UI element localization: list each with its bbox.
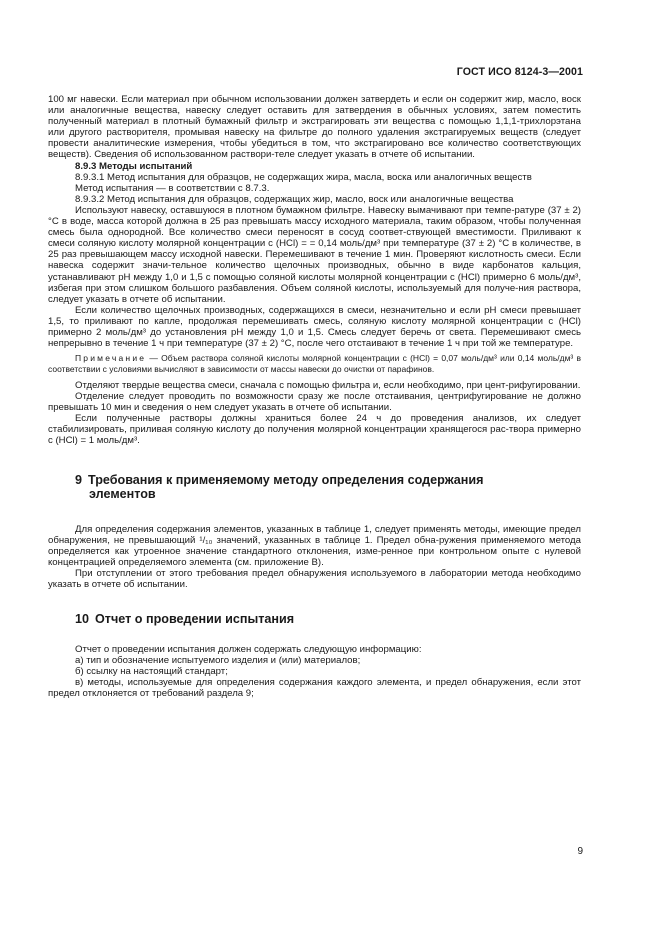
section-title-line1: Требования к применяемому методу определения содержания	[88, 472, 484, 487]
note	[48, 353, 581, 374]
paragraph: Отчет о проведении испытания должен содержать следующую информацию:	[75, 643, 422, 655]
list-item: б) ссылку на настоящий стандарт;	[75, 665, 228, 677]
note-text: — Объем раствора соляной кислоты молярной концентрации c (HCl) = 0,07 моль/дм³ или 0,14 моль/дм³ в соответствии с условиями вычисляют в зависимости от массы навески до очистки от парафинов.	[48, 353, 581, 374]
list-item: в) методы, используемые для определения содержания каждого элемента, и предел обнаружения, если этот предел отклоняется от требований раздела 9;	[48, 676, 581, 699]
paragraph: Для определения содержания элементов, указанных в таблице 1, следует применять методы, имеющие предел обнаружения, не превышающий ¹/₁₀ значений, указанных в таблице 1. Предел обна-ружения применяемого метода определяется как утроенное значение стандартного отклонения, изме-ренное при контрольном опыте с нулевой концентрацией определяемого элемента (см. приложение В).	[48, 523, 581, 568]
paragraph: 100 мг навески. Если материал при обычном использовании должен затвердеть и если он содержит жир, масло, воск или аналогичные вещества, навеску следует оставить для затвердения в обычных условиях, затем поместить полученный материал в плотный бумажный фильтр и экстрагировать эти вещества с помощью 1,1,1-трихлорэтана или другого растворителя, промывая навеску на фильтре до полного удаления экстрагируемых веществ (следует провести аналитические измерения, чтобы убедиться в том, что экстрагировано все количество соответствующих веществ). Сведения об использованном раствори-теле следует указать в отчете об испытании.	[48, 94, 581, 161]
paragraph: 8.9.3.2 Метод испытания для образцов, содержащих жир, масло, воск или аналогичные вещества	[75, 193, 514, 205]
section-number: 9	[75, 472, 83, 487]
paragraph: Если полученные растворы должны храниться более 24 ч до проведения анализов, их следует стабилизировать, приливая соляную кислоту до получения молярной концентрации хранящегося рас-твора примерно c (HCl) = 1 моль/дм³.	[48, 413, 581, 447]
subsection-title: 8.9.3 Методы испытаний	[75, 160, 193, 172]
paragraph: Если количество щелочных производных, содержащихся в смеси, незначительно и если рН смеси превышает 1,5, то приливают по капле, продолжая перемешивать смесь, соляную кислоту молярной концентрации c (HCl) примерно 2 моль/дм³ до установления рН между 1,0 и 1,5. Смесь следует беречь от света. Перемешивают смесь непрерывно в течение 1 ч при температуре (37 ± 2) °С, после чего отстаивают в течение 1 ч при той же температуре.	[48, 304, 581, 350]
section-title: Отчет о проведении испытания	[95, 612, 295, 627]
document-header: ГОСТ ИСО 8124-3—2001	[456, 66, 583, 78]
note-label: Примечание	[75, 353, 147, 364]
page-number: 9	[577, 846, 583, 857]
paragraph: При отступлении от этого требования предел обнаружения используемого в лаборатории метода необходимо указать в отчете об испытании.	[48, 567, 581, 590]
list-item: а) тип и обозначение испытуемого изделия и (или) материалов;	[75, 654, 361, 666]
paragraph: Используют навеску, оставшуюся в плотном бумажном фильтре. Навеску вымачивают при темпе-ратуре (37 ± 2) °С в воде, масса которой должна в 25 раз превышать массу исходного материала, таким образом, чтобы полученная смесь была однородной. Все количество смеси переносят в сосуд соответ-ствующей вместимости. Приливают к смеси соляную кислоту молярной концентрации c (HCl) = = 0,14 моль/дм³ при температуре (37 ± 2) °С в количестве, в 25 раз превышающем массу исходной навески. Перемешивают в течение 1 мин. Проверяют кислотность смеси. Если навеска содержит значи-тельное количество щелочных производных, обычно в виде карбонатов кальция, устанавливают рН между 1,0 и 1,5 с помощью соляной кислоты молярной концентрации c (HCl) примерно 6 моль/дм³, избегая при этом слишком большого разбавления. Объем соляной кислоты, используемый для получе-ния раствора, следует указать в отчете об испытании.	[48, 204, 581, 305]
paragraph: Метод испытания — в соответствии с 8.7.3.	[75, 182, 270, 194]
section-number: 10	[75, 612, 90, 627]
document-body	[48, 94, 581, 699]
section-9-heading	[75, 473, 581, 502]
paragraph: 8.9.3.1 Метод испытания для образцов, не содержащих жира, масла, воска или аналогичных веществ	[75, 171, 532, 183]
paragraph: Отделяют твердые вещества смеси, сначала с помощью фильтра и, если необходимо, при цент-рифугировании.	[75, 379, 581, 391]
paragraph: Отделение следует проводить по возможности сразу же после отстаивания, центрифугирование не должно превышать 10 мин и сведения о нем следует указать в отчете об испытании.	[48, 391, 581, 414]
section-10-heading	[75, 612, 581, 627]
section-title-line2: элементов	[89, 487, 156, 502]
